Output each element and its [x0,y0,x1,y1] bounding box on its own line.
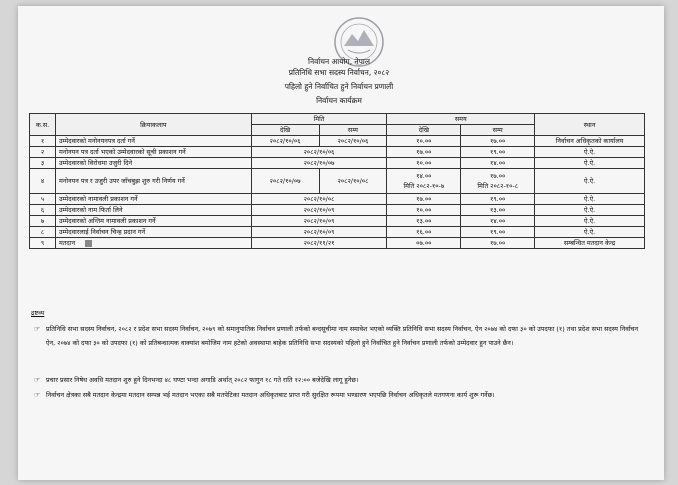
table-row: ९ मतदान २०८२/११/२१ ०७.०० १७.०० सम्बन्धित मतदान केन्द्र [30,238,645,249]
table-row: १ उम्मेदवारको मनोनयनपत्र दर्ता गर्ने २०८२/१०/०६ २०८२/१०/०६ १०.०० १७.०० निर्वाचन अधिकृतको कार्यालय [30,136,645,147]
note-item: ☞ निर्वाचन क्षेत्रका सबै मतदान केन्द्रमा मतदान सम्पन्न भई मतदान भएका सबै मतपेटिका मतदान अधिकृतबाट प्राप्त गरी सुरक्षित रूपमा भण्डारण भएपछि निर्वाचन अधिकृतले मतगणना कार्य शुरू गर्नेछ। [46,388,642,402]
note-item: ☞ प्रतिनिधि सभा सदस्य निर्वाचन, २०८२ र प्रदेश सभा सदस्य निर्वाचन, २०७९ को समानुपातिक निर्वाचन प्रणाली तर्फको बन्दसूचीमा नाम समावेश भएको व्यक्ति प्रतिनिधि सभा सदस्य निर्वाचन, ऐन २०७४ को दफा ३० को उपदफा (१) तथा प्रदेश सभा सदस्य निर्वाचन ऐन, २०७४ को दफा ३० को उपदफा (१) को प्रतिबन्धात्मक वाक्यांश बमोजिम नाम हटेको अवस्थामा बाहेक प्रतिनिधि सभा सदस्यको पहिलो हुने निर्वाचित हुने निर्वाचन प्रणाली तर्फको उम्मेदवार हुन पाउने छैन। [46,322,642,350]
table-row: २ मनोनयन पत्र दर्ता भएको उम्मेदवारको सूची प्रकाशन गर्ने २०८२/१०/०६ १७.०० १९.०० ऐ.ऐ. [30,147,645,158]
election-title: प्रतिनिधि सभा सदस्य निर्वाचन, २०८२ [288,68,390,77]
table-row: ७ उम्मेदवारको अन्तिम नामावली प्रकाशन गर्ने २०८२/१०/०९ १३.०० १४.०० ऐ.ऐ. [30,216,645,227]
table-row: ५ उम्मेदवारको नामावली प्रकाशन गर्ने २०८२/१०/०८ १७.०० १९.०० ऐ.ऐ. [30,194,645,205]
bullet-icon: ☞ [34,325,41,333]
col-time-to: सम्म [461,125,535,136]
col-date-from: देखि [251,125,319,136]
table-row: ४ मनोनयन पत्र र उजुरी उपर जाँचबुझ शुरु गरी निर्णय गर्ने २०८२/१०/०७ २०८२/१०/०८ १४.०० मिति २०८२-१०-७ १७.०० मिति २०८२-१०-८ ऐ.ऐ. [30,169,645,194]
schedule-title: निर्वाचन कार्यक्रम [316,96,362,105]
table-row: ६ उम्मेदवारको नाम फिर्ता लिने २०८२/१०/०९ १०.०० १३.०० ऐ.ऐ. [30,205,645,216]
table-row: ३ उम्मेदवारको विरोधमा उजुरी दिने २०८२/१०/०७ १०.०० १४.०० ऐ.ऐ. [30,158,645,169]
note-item: ☞ प्रचार प्रसार निषेध अवधि मतदान शुरु हुने दिनभन्दा ४८ घण्टा भन्दा अगाडि अर्थात् २०८२ फागुन १८ गते राति १२:०० बजेदेखि लागू हुनेछ। [46,373,642,387]
schedule-table [29,113,645,249]
col-activity: क्रियाकलाप [55,114,251,136]
col-time: समय [387,114,535,125]
col-date-to: सम्म [319,125,387,136]
col-place: स्थान [535,114,645,136]
col-sn: क.स. [30,114,56,136]
table-header-row [30,114,645,125]
ballot-icon [85,240,92,247]
bullet-icon: ☞ [34,376,41,384]
table-row: ८ उम्मेदवारलाई निर्वाचन चिन्ह प्रदान गर्ने २०८२/१०/०९ १६.०० १९.०० ऐ.ऐ. [30,227,645,238]
notes-heading: द्रष्टव्य [31,309,45,317]
col-time-from: देखि [387,125,461,136]
bullet-icon: ☞ [34,391,41,399]
col-date: मिति [251,114,387,125]
org-name: निर्वाचन आयोग, नेपाल [308,57,370,66]
election-system: पहिलो हुने निर्वाचित हुने निर्वाचन प्रणाली [284,82,394,91]
